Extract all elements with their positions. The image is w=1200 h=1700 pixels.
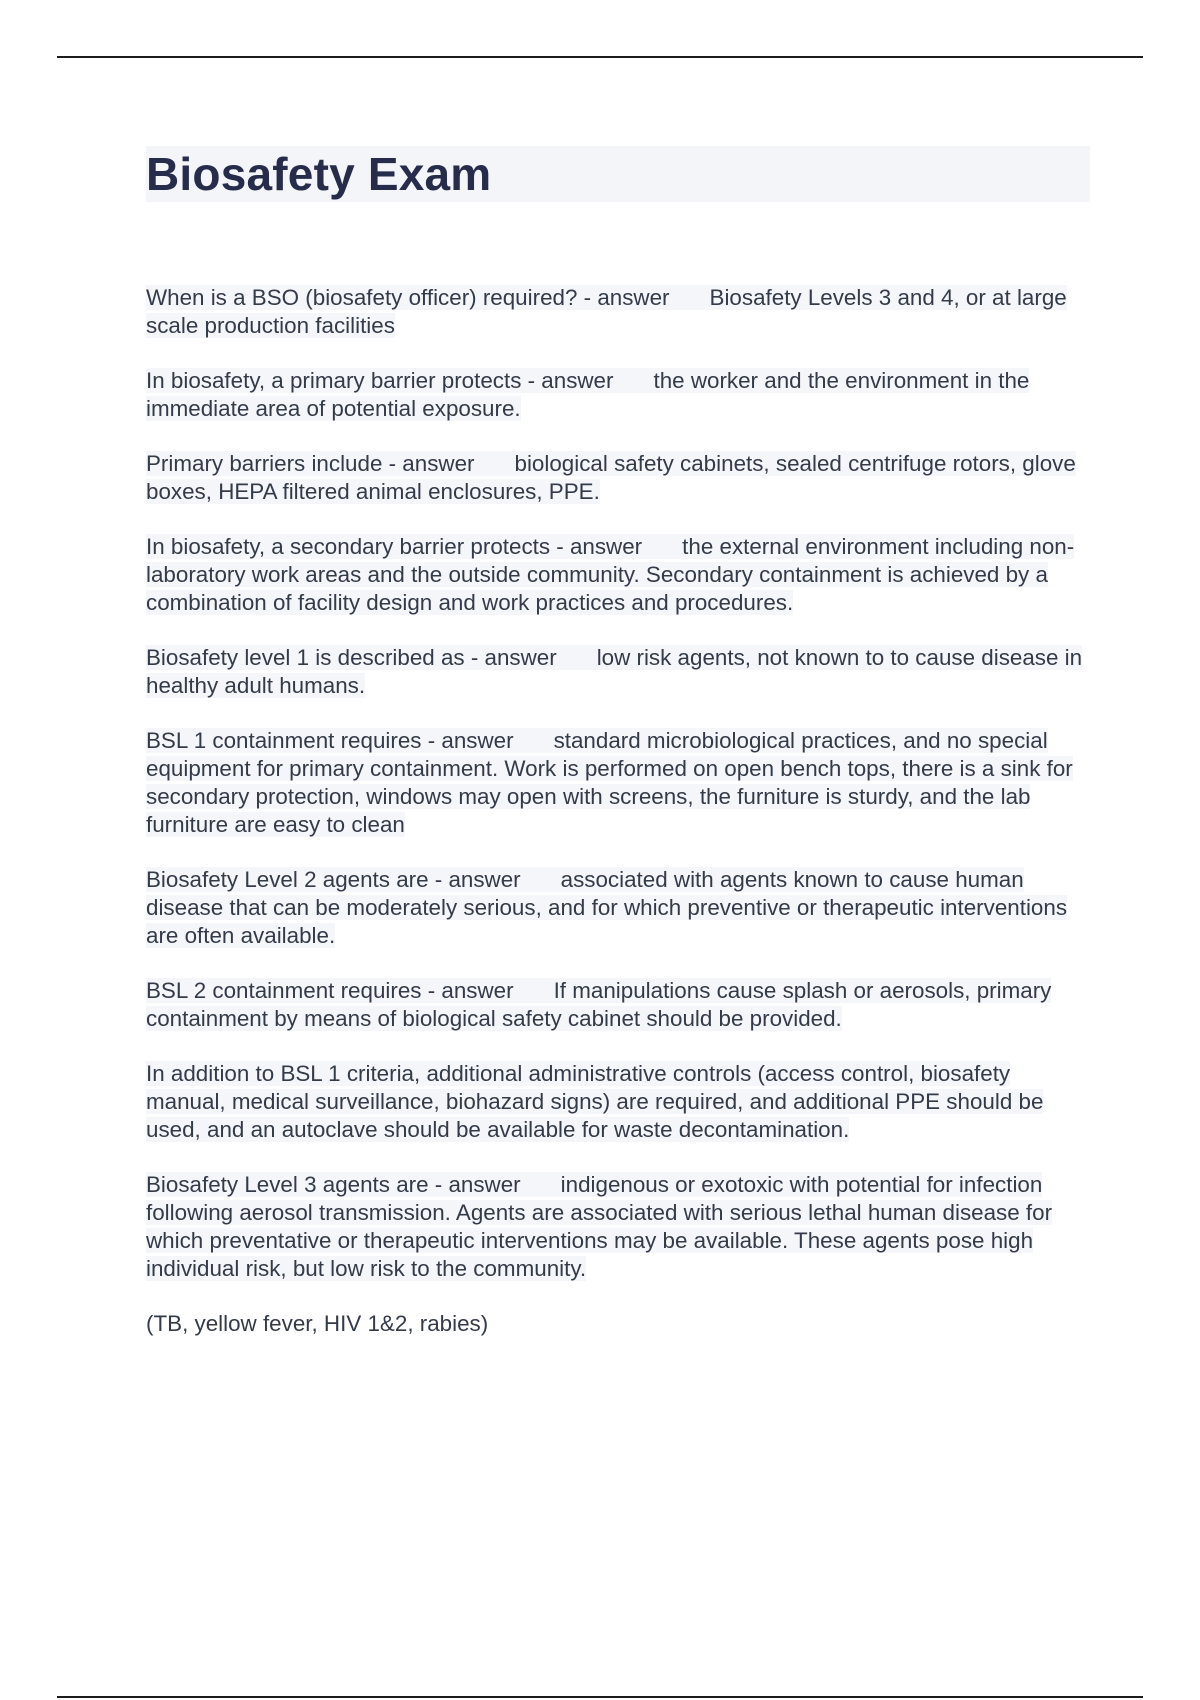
qa-answer: the external environment including non-laboratory work areas and the outside community. Secondary containment is achieved by a combination of facility design and work practices and procedures. xyxy=(146,534,1075,615)
qa-item xyxy=(146,284,1090,340)
qa-question: In biosafety, a primary barrier protects - answer xyxy=(146,368,614,393)
qa-item xyxy=(146,533,1090,617)
qa-question: Biosafety level 1 is described as - answer xyxy=(146,645,557,670)
paragraph xyxy=(146,1060,1090,1144)
qa-question: BSL 2 containment requires - answer xyxy=(146,978,514,1003)
qa-question: When is a BSO (biosafety officer) required? - answer xyxy=(146,285,670,310)
qa-question: Biosafety Level 2 agents are - answer xyxy=(146,867,521,892)
document-title: Biosafety Exam xyxy=(146,148,492,200)
paragraph-text: In addition to BSL 1 criteria, additional administrative controls (access control, biosafety manual, medical surveillance, biohazard signs) are required, and additional PPE should be used, and an autoclave should be available for waste decontamination. xyxy=(146,1061,1044,1142)
examples-note: (TB, yellow fever, HIV 1&2, rabies) xyxy=(146,1311,489,1336)
qa-question: Biosafety Level 3 agents are - answer xyxy=(146,1172,521,1197)
qa-item xyxy=(146,977,1090,1033)
qa-answer: the worker and the environment in the immediate area of potential exposure. xyxy=(146,368,1030,421)
qa-answer: indigenous or exotoxic with potential for infection following aerosol transmission. Agents are associated with serious lethal human disease for which preventative or therapeutic interventions may be available. These agents pose high individual risk, but low risk to the community. xyxy=(146,1172,1053,1281)
qa-item xyxy=(146,727,1090,839)
qa-question: BSL 1 containment requires - answer xyxy=(146,728,514,753)
document-body xyxy=(146,146,1090,1338)
qa-question: Primary barriers include - answer xyxy=(146,451,475,476)
title-block xyxy=(146,146,1090,202)
qa-answer: standard microbiological practices, and no special equipment for primary containment. Work is performed on open bench tops, there is a sink for secondary protection, windows may open with screens, the furniture is sturdy, and the lab furniture are easy to clean xyxy=(146,728,1073,837)
qa-item xyxy=(146,367,1090,423)
qa-item xyxy=(146,644,1090,700)
qa-question: In biosafety, a secondary barrier protects - answer xyxy=(146,534,643,559)
qa-answer: biological safety cabinets, sealed centrifuge rotors, glove boxes, HEPA filtered animal enclosures, PPE. xyxy=(146,451,1076,504)
qa-item xyxy=(146,866,1090,950)
qa-item xyxy=(146,450,1090,506)
qa-item xyxy=(146,1171,1090,1283)
qa-answer: low risk agents, not known to to cause disease in healthy adult humans. xyxy=(146,645,1083,698)
qa-answer: If manipulations cause splash or aerosols, primary containment by means of biological safety cabinet should be provided. xyxy=(146,978,1052,1031)
qa-answer: associated with agents known to cause human disease that can be moderately serious, and for which preventive or therapeutic interventions are often available. xyxy=(146,867,1068,948)
header-rule xyxy=(57,56,1143,58)
qa-answer: Biosafety Levels 3 and 4, or at large scale production facilities xyxy=(146,285,1067,338)
footer-rule xyxy=(57,1696,1143,1698)
